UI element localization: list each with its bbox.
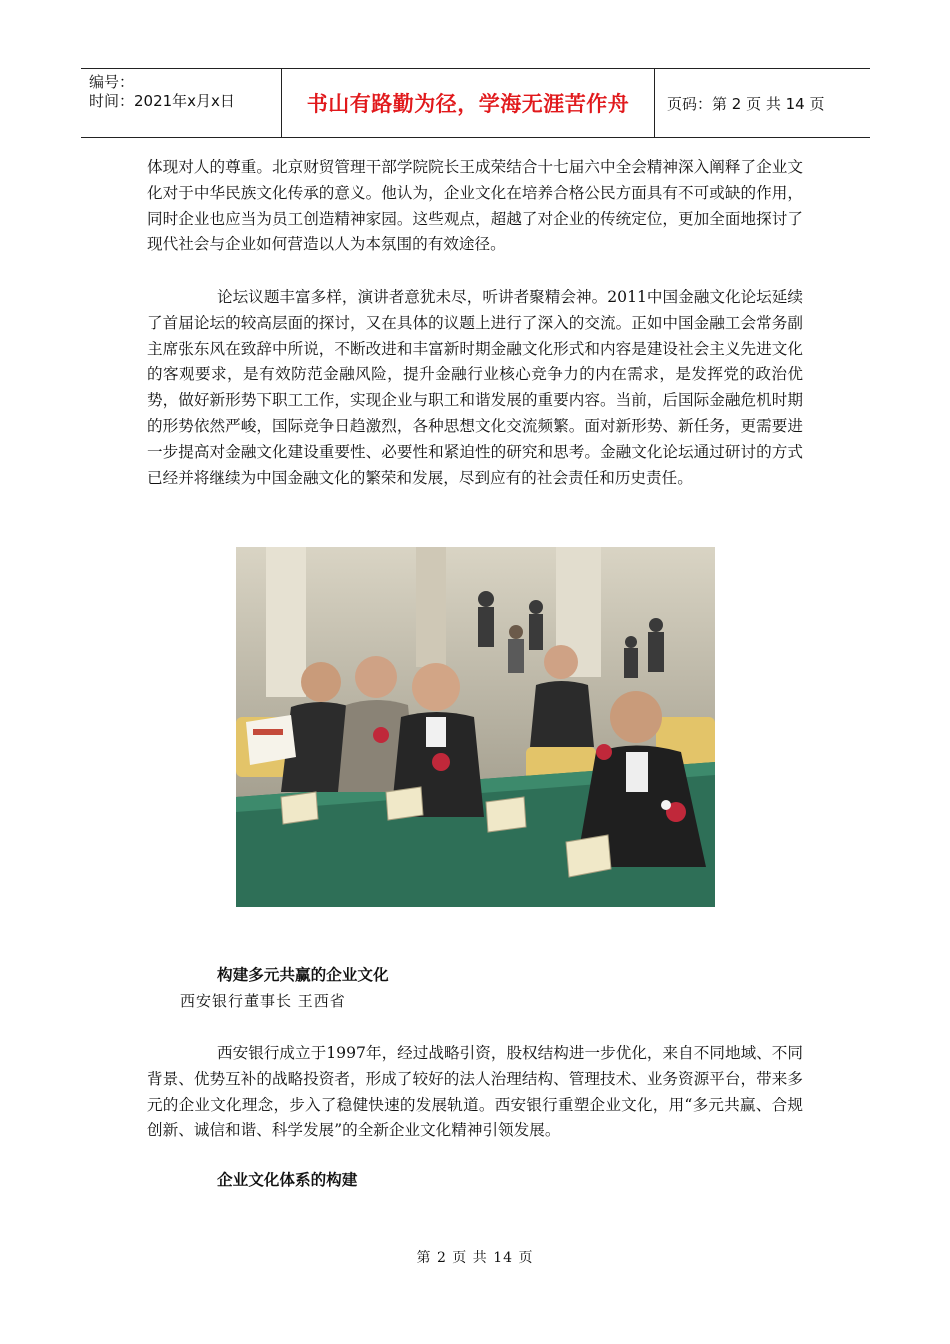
- date-line: 时间：2021年x月x日: [89, 92, 235, 110]
- section-title: 构建多元共赢的企业文化: [217, 966, 389, 984]
- header-motto: 书山有路勤为径，学海无涯苦作舟: [281, 69, 655, 137]
- body-paragraph-1: 体现对人的尊重。北京财贸管理干部学院院长王成荣结合十七届六中全会精神深入阐释了企业文化对于中华民族文化传承的意义。他认为，企业文化在培养合格公民方面具有不可或缺的作用，同时企业也应当为员工创造精神家园。这些观点，超越了对企业的传统定位，更加全面地探讨了现代社会与企业如何营造以人为本氛围的有效途径。: [147, 158, 803, 254]
- body-paragraph-2-block: [147, 285, 803, 491]
- header-page-code: 页码：第 2 页 共 14 页: [667, 94, 825, 113]
- page-footer: 第 2 页 共 14 页: [416, 1250, 534, 1266]
- header-meta: [81, 69, 281, 137]
- conference-photo: [236, 547, 715, 907]
- body-paragraph-1-block: [147, 155, 803, 258]
- body-paragraph-3-block: [147, 1041, 803, 1144]
- body-paragraph-2: 论坛议题丰富多样，演讲者意犹未尽，听讲者聚精会神。2011中国金融文化论坛延续了首届论坛的较高层面的探讨，又在具体的议题上进行了深入的交流。正如中国金融工会常务副主席张东风在致辞中所说，不断改进和丰富新时期金融文化形式和内容是建设社会主义先进文化的客观要求，是有效防范金融风险，提升金融行业核心竞争力的内在需求，是发挥党的政治优势，做好新形势下职工工作，实现企业与职工和谐发展的重要内容。当前，后国际金融危机时期的形势依然严峻，国际竞争日趋激烈，各种思想文化交流频繁。面对新形势、新任务，更需要进一步提高对金融文化建设重要性、必要性和紧迫性的研究和思考。金融文化论坛通过研讨的方式已经并将继续为中国金融文化的繁荣和发展，尽到应有的社会责任和历史责任。: [147, 288, 803, 487]
- conference-photo-illustration: [236, 547, 715, 907]
- number-label: 编号：: [89, 73, 135, 91]
- section-author: 西安银行董事长 王西省: [180, 992, 346, 1010]
- page-header: [81, 68, 870, 138]
- body-paragraph-3: 西安银行成立于1997年，经过战略引资，股权结构进一步优化，来自不同地域、不同背景、优势互补的战略投资者，形成了较好的法人治理结构、管理技术、业务资源平台，带来多元的企业文化理念，步入了稳健快速的发展轨道。西安银行重塑企业文化，用“多元共赢、合规创新、诚信和谐、科学发展”的全新企业文化精神引领发展。: [147, 1044, 803, 1140]
- section-subtitle: 企业文化体系的构建: [217, 1171, 358, 1189]
